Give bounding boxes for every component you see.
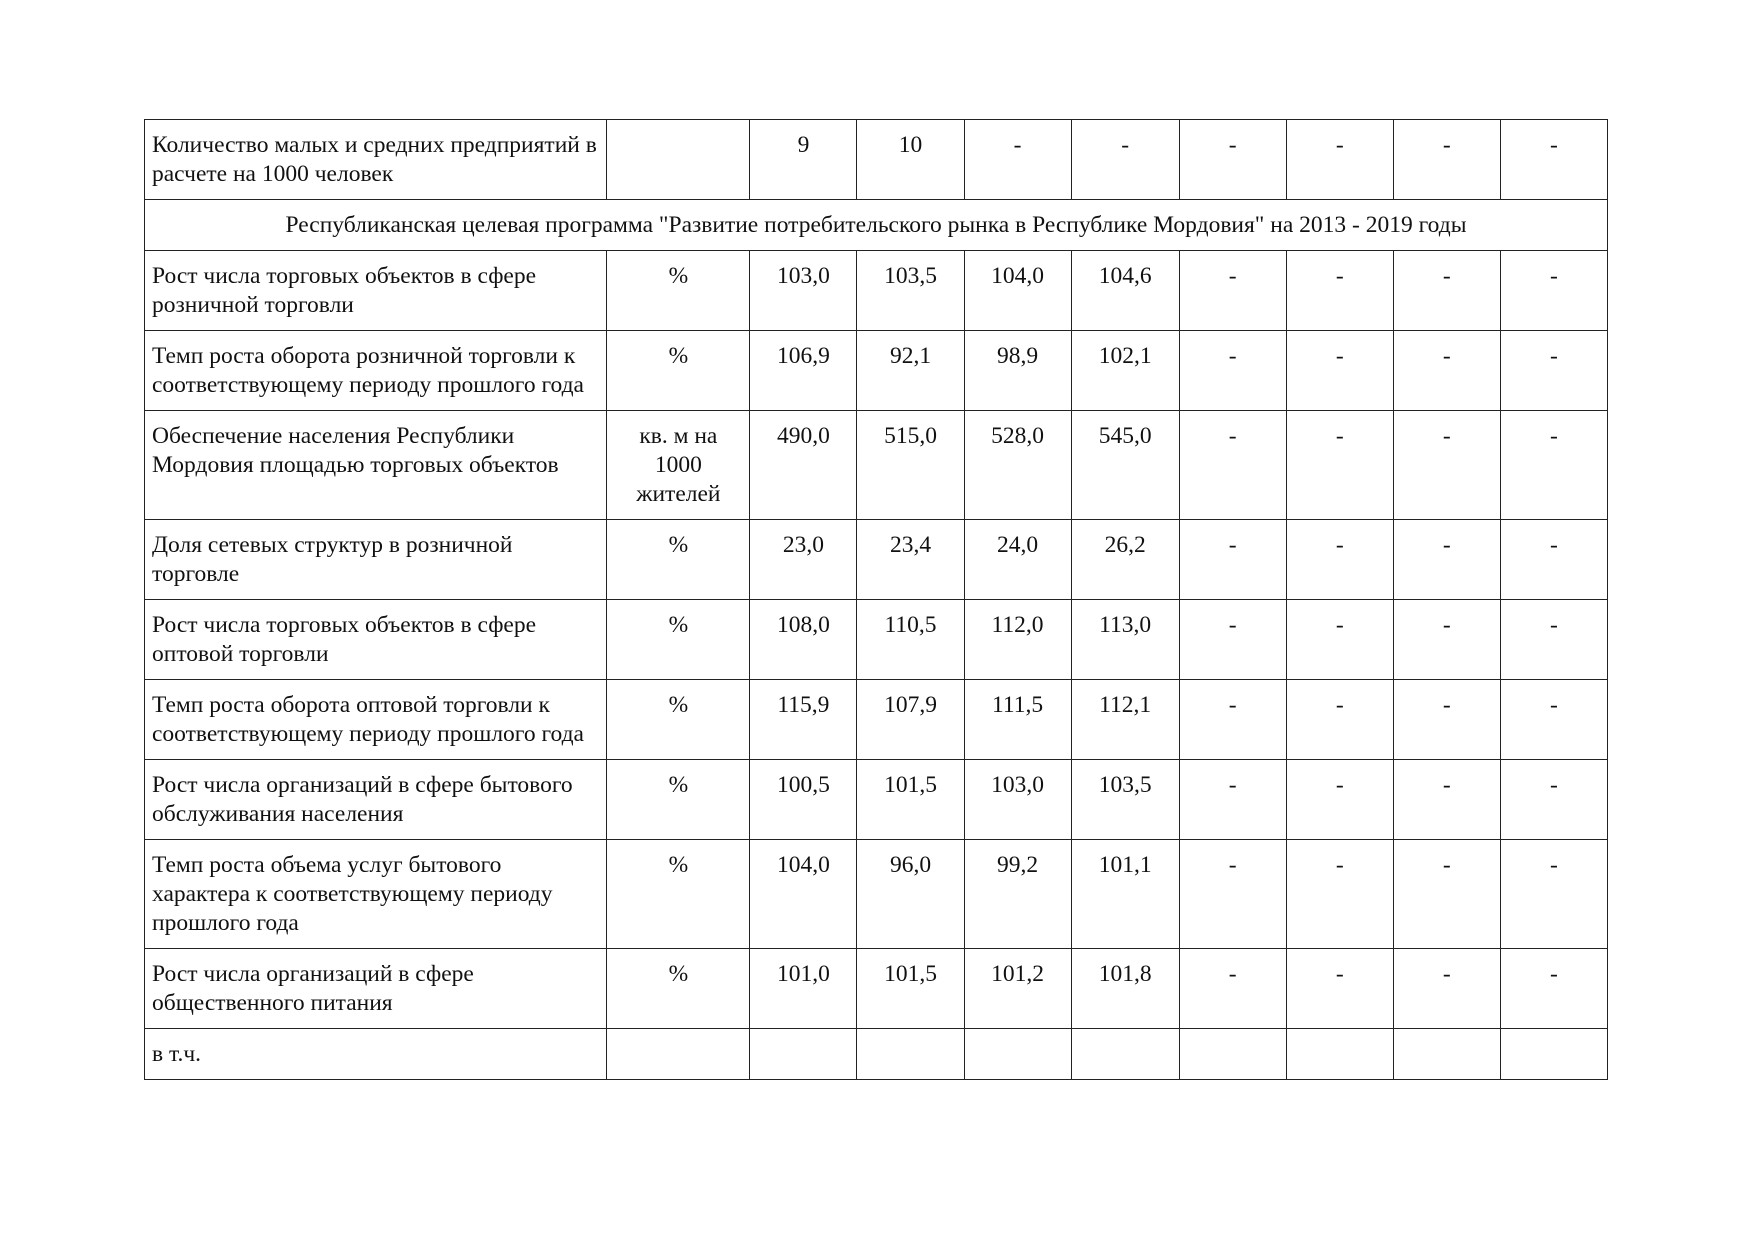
value-cell: 23,4 [857,520,964,600]
value-cell: 101,8 [1071,949,1179,1029]
indicator-unit: % [607,949,750,1029]
value-cell: - [1179,600,1286,680]
table-row [145,600,1608,680]
table-row [145,331,1608,411]
indicator-name: Обеспечение населения Республики Мордовия площадью торговых объектов [145,411,607,520]
indicators-table [144,119,1608,1080]
indicator-name: Рост числа торговых объектов в сфере оптовой торговли [145,600,607,680]
value-cell: 108,0 [750,600,857,680]
value-cell: 98,9 [964,331,1071,411]
value-cell: 103,0 [750,251,857,331]
value-cell: 101,5 [857,760,964,840]
value-cell: 9 [750,120,857,200]
value-cell: - [1393,411,1500,520]
value-cell: - [1286,331,1393,411]
indicator-name: Доля сетевых структур в розничной торговле [145,520,607,600]
indicator-name: Темп роста оборота оптовой торговли к соответствующему периоду прошлого года [145,680,607,760]
indicator-unit: % [607,760,750,840]
value-cell: - [1286,120,1393,200]
value-cell: - [1179,411,1286,520]
value-cell: 101,1 [1071,840,1179,949]
value-cell: - [1179,840,1286,949]
value-cell: 103,5 [857,251,964,331]
value-cell: - [1500,411,1607,520]
value-cell: - [1500,120,1607,200]
value-cell: 101,0 [750,949,857,1029]
value-cell: 102,1 [1071,331,1179,411]
value-cell [1071,1029,1179,1080]
indicator-name: Количество малых и средних предприятий в расчете на 1000 человек [145,120,607,200]
value-cell: - [1500,949,1607,1029]
value-cell [1179,1029,1286,1080]
value-cell: - [1286,949,1393,1029]
value-cell: - [1393,840,1500,949]
value-cell: 490,0 [750,411,857,520]
indicator-name: Рост числа торговых объектов в сфере розничной торговли [145,251,607,331]
table-body [145,120,1608,1080]
value-cell: - [1179,760,1286,840]
value-cell: 103,5 [1071,760,1179,840]
value-cell: 112,1 [1071,680,1179,760]
table-row [145,840,1608,949]
value-cell: - [1286,760,1393,840]
table-row [145,949,1608,1029]
value-cell: - [1286,840,1393,949]
value-cell: 101,2 [964,949,1071,1029]
section-title: Республиканская целевая программа "Развитие потребительского рынка в Республике Мордовия" на 2013 - 2019 годы [145,200,1608,251]
value-cell: - [1500,840,1607,949]
value-cell [1393,1029,1500,1080]
value-cell: 110,5 [857,600,964,680]
value-cell: 112,0 [964,600,1071,680]
indicator-unit: % [607,840,750,949]
value-cell: 113,0 [1071,600,1179,680]
indicator-unit [607,1029,750,1080]
value-cell: 92,1 [857,331,964,411]
value-cell: - [1286,600,1393,680]
value-cell: - [1500,331,1607,411]
value-cell [857,1029,964,1080]
value-cell: 101,5 [857,949,964,1029]
value-cell: 99,2 [964,840,1071,949]
value-cell: - [964,120,1071,200]
value-cell: - [1393,760,1500,840]
value-cell: - [1286,251,1393,331]
table-row [145,760,1608,840]
value-cell: 104,0 [750,840,857,949]
table-row [145,120,1608,200]
indicator-unit: % [607,520,750,600]
value-cell: - [1179,331,1286,411]
value-cell: 104,6 [1071,251,1179,331]
indicator-unit [607,120,750,200]
value-cell: - [1393,600,1500,680]
value-cell: 528,0 [964,411,1071,520]
value-cell: 115,9 [750,680,857,760]
value-cell: - [1179,520,1286,600]
indicator-name: Темп роста оборота розничной торговли к соответствующему периоду прошлого года [145,331,607,411]
value-cell: - [1179,120,1286,200]
value-cell: 111,5 [964,680,1071,760]
value-cell: - [1393,331,1500,411]
value-cell [750,1029,857,1080]
indicator-name: Рост числа организаций в сфере общественного питания [145,949,607,1029]
value-cell: 104,0 [964,251,1071,331]
value-cell: - [1393,949,1500,1029]
table-row [145,411,1608,520]
indicator-unit: % [607,600,750,680]
value-cell: - [1179,680,1286,760]
value-cell [964,1029,1071,1080]
value-cell [1286,1029,1393,1080]
value-cell: - [1286,411,1393,520]
value-cell: - [1179,251,1286,331]
value-cell: - [1393,680,1500,760]
value-cell [1500,1029,1607,1080]
table-row [145,251,1608,331]
table-row [145,680,1608,760]
value-cell: 26,2 [1071,520,1179,600]
value-cell: - [1071,120,1179,200]
value-cell: 515,0 [857,411,964,520]
value-cell: 10 [857,120,964,200]
indicator-unit: % [607,680,750,760]
table-row [145,520,1608,600]
value-cell: - [1286,680,1393,760]
value-cell: - [1500,251,1607,331]
value-cell: - [1286,520,1393,600]
value-cell: 23,0 [750,520,857,600]
table-row [145,1029,1608,1080]
value-cell: - [1500,520,1607,600]
section-header-row [145,200,1608,251]
value-cell: - [1500,680,1607,760]
value-cell: - [1393,251,1500,331]
indicator-name: в т.ч. [145,1029,607,1080]
indicator-unit: % [607,251,750,331]
indicator-name: Рост числа организаций в сфере бытового обслуживания населения [145,760,607,840]
value-cell: - [1393,120,1500,200]
value-cell: 103,0 [964,760,1071,840]
value-cell: - [1500,600,1607,680]
value-cell: 24,0 [964,520,1071,600]
value-cell: 100,5 [750,760,857,840]
value-cell: 96,0 [857,840,964,949]
value-cell: - [1179,949,1286,1029]
value-cell: 107,9 [857,680,964,760]
indicator-unit: % [607,331,750,411]
indicator-name: Темп роста объема услуг бытового характера к соответствующему периоду прошлого года [145,840,607,949]
value-cell: - [1500,760,1607,840]
value-cell: - [1393,520,1500,600]
value-cell: 106,9 [750,331,857,411]
value-cell: 545,0 [1071,411,1179,520]
indicator-unit: кв. м на 1000 жителей [607,411,750,520]
